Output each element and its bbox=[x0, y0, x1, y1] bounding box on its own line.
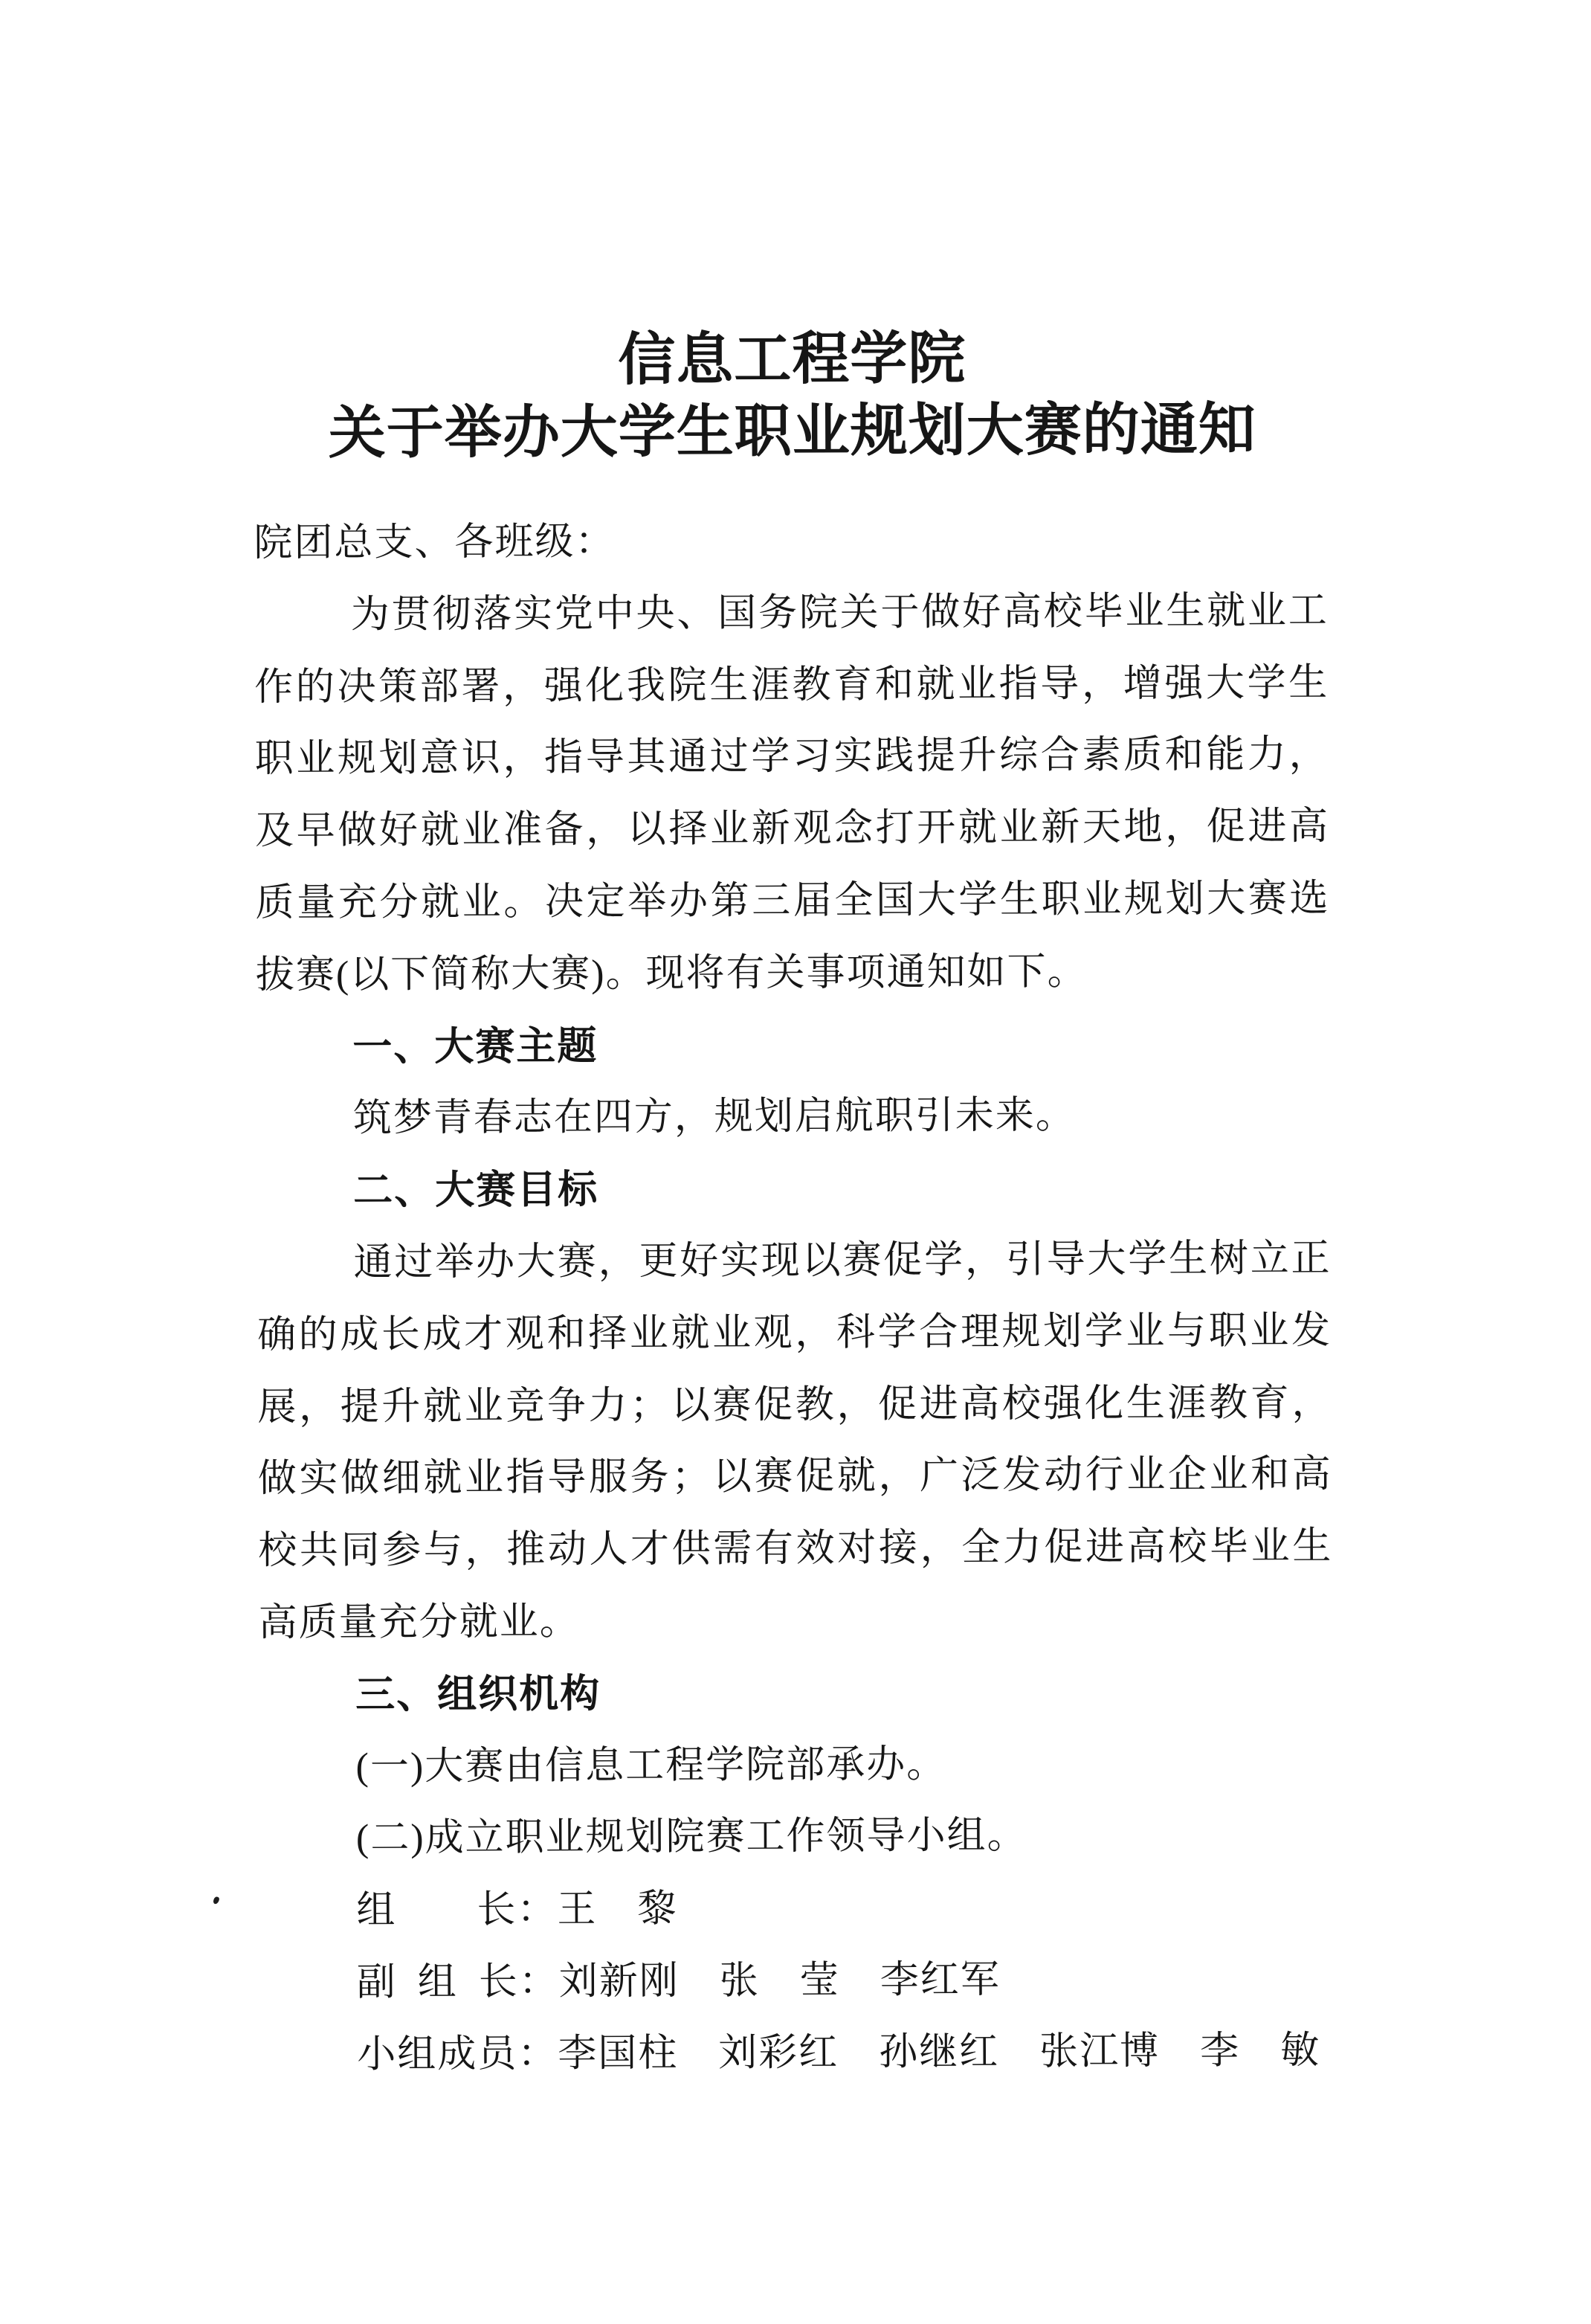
document-title bbox=[0, 320, 1588, 471]
text-line: 做实做细就业指导服务；以赛促就，广泛发动行业企业和高 bbox=[257, 1453, 1331, 1501]
text-line: 及早做好就业准备，以择业新观念打开就业新天地，促进高 bbox=[254, 805, 1329, 853]
text-line: 高质量充分就业。 bbox=[258, 1600, 580, 1645]
title-line-1: 信息工程学院 bbox=[618, 326, 966, 393]
text-line: 组 长：王 黎 bbox=[356, 1887, 678, 1932]
ink-speck bbox=[213, 1896, 220, 1905]
title-line-2: 关于举办大学生职业规划大赛的通知 bbox=[328, 397, 1256, 466]
text-line: 质量充分就业。决定举办第三届全国大学生职业规划大赛选 bbox=[255, 877, 1329, 925]
document-body bbox=[254, 503, 1333, 2092]
text-line: 职业规划意识，指导其通过学习实践提升综合素质和能力， bbox=[254, 733, 1328, 781]
text-line: 二、大赛目标 bbox=[353, 1168, 599, 1213]
text-line: 院团总支、各班级： bbox=[254, 521, 616, 565]
text-line: 作的决策部署，强化我院生涯教育和就业指导，增强大学生 bbox=[254, 661, 1328, 709]
text-line: (一)大赛由信息工程学院部承办。 bbox=[355, 1742, 947, 1789]
text-line: 展，提升就业竞争力；以赛促教，促进高校强化生涯教育， bbox=[257, 1381, 1331, 1429]
text-line: 一、大赛主题 bbox=[352, 1023, 598, 1069]
text-line: 通过举办大赛，更好实现以赛促学，引导大学生树立正 bbox=[353, 1237, 1330, 1284]
text-line: 副 组 长：刘新刚 张 莹 李红军 bbox=[356, 1958, 1001, 2004]
text-line: 三、组织机构 bbox=[355, 1671, 601, 1717]
text-line: 确的成长成才观和择业就业观，科学合理规划学业与职业发 bbox=[256, 1309, 1331, 1356]
text-line: 拔赛(以下简称大赛)。现将有关事项通知如下。 bbox=[255, 950, 1088, 997]
text-line: 为贯彻落实党中央、国务院关于做好高校毕业生就业工 bbox=[350, 589, 1327, 637]
text-line: 筑梦青春志在四方，规划启航职引未来。 bbox=[352, 1094, 1076, 1140]
text-line: 校共同参与，推动人才供需有效对接，全力促进高校毕业生 bbox=[258, 1525, 1332, 1573]
text-line: 小组成员：李国柱 刘彩红 孙继红 张江博 李 敏 bbox=[357, 2029, 1321, 2076]
text-line: (二)成立职业规划院赛工作领导小组。 bbox=[355, 1814, 1027, 1860]
